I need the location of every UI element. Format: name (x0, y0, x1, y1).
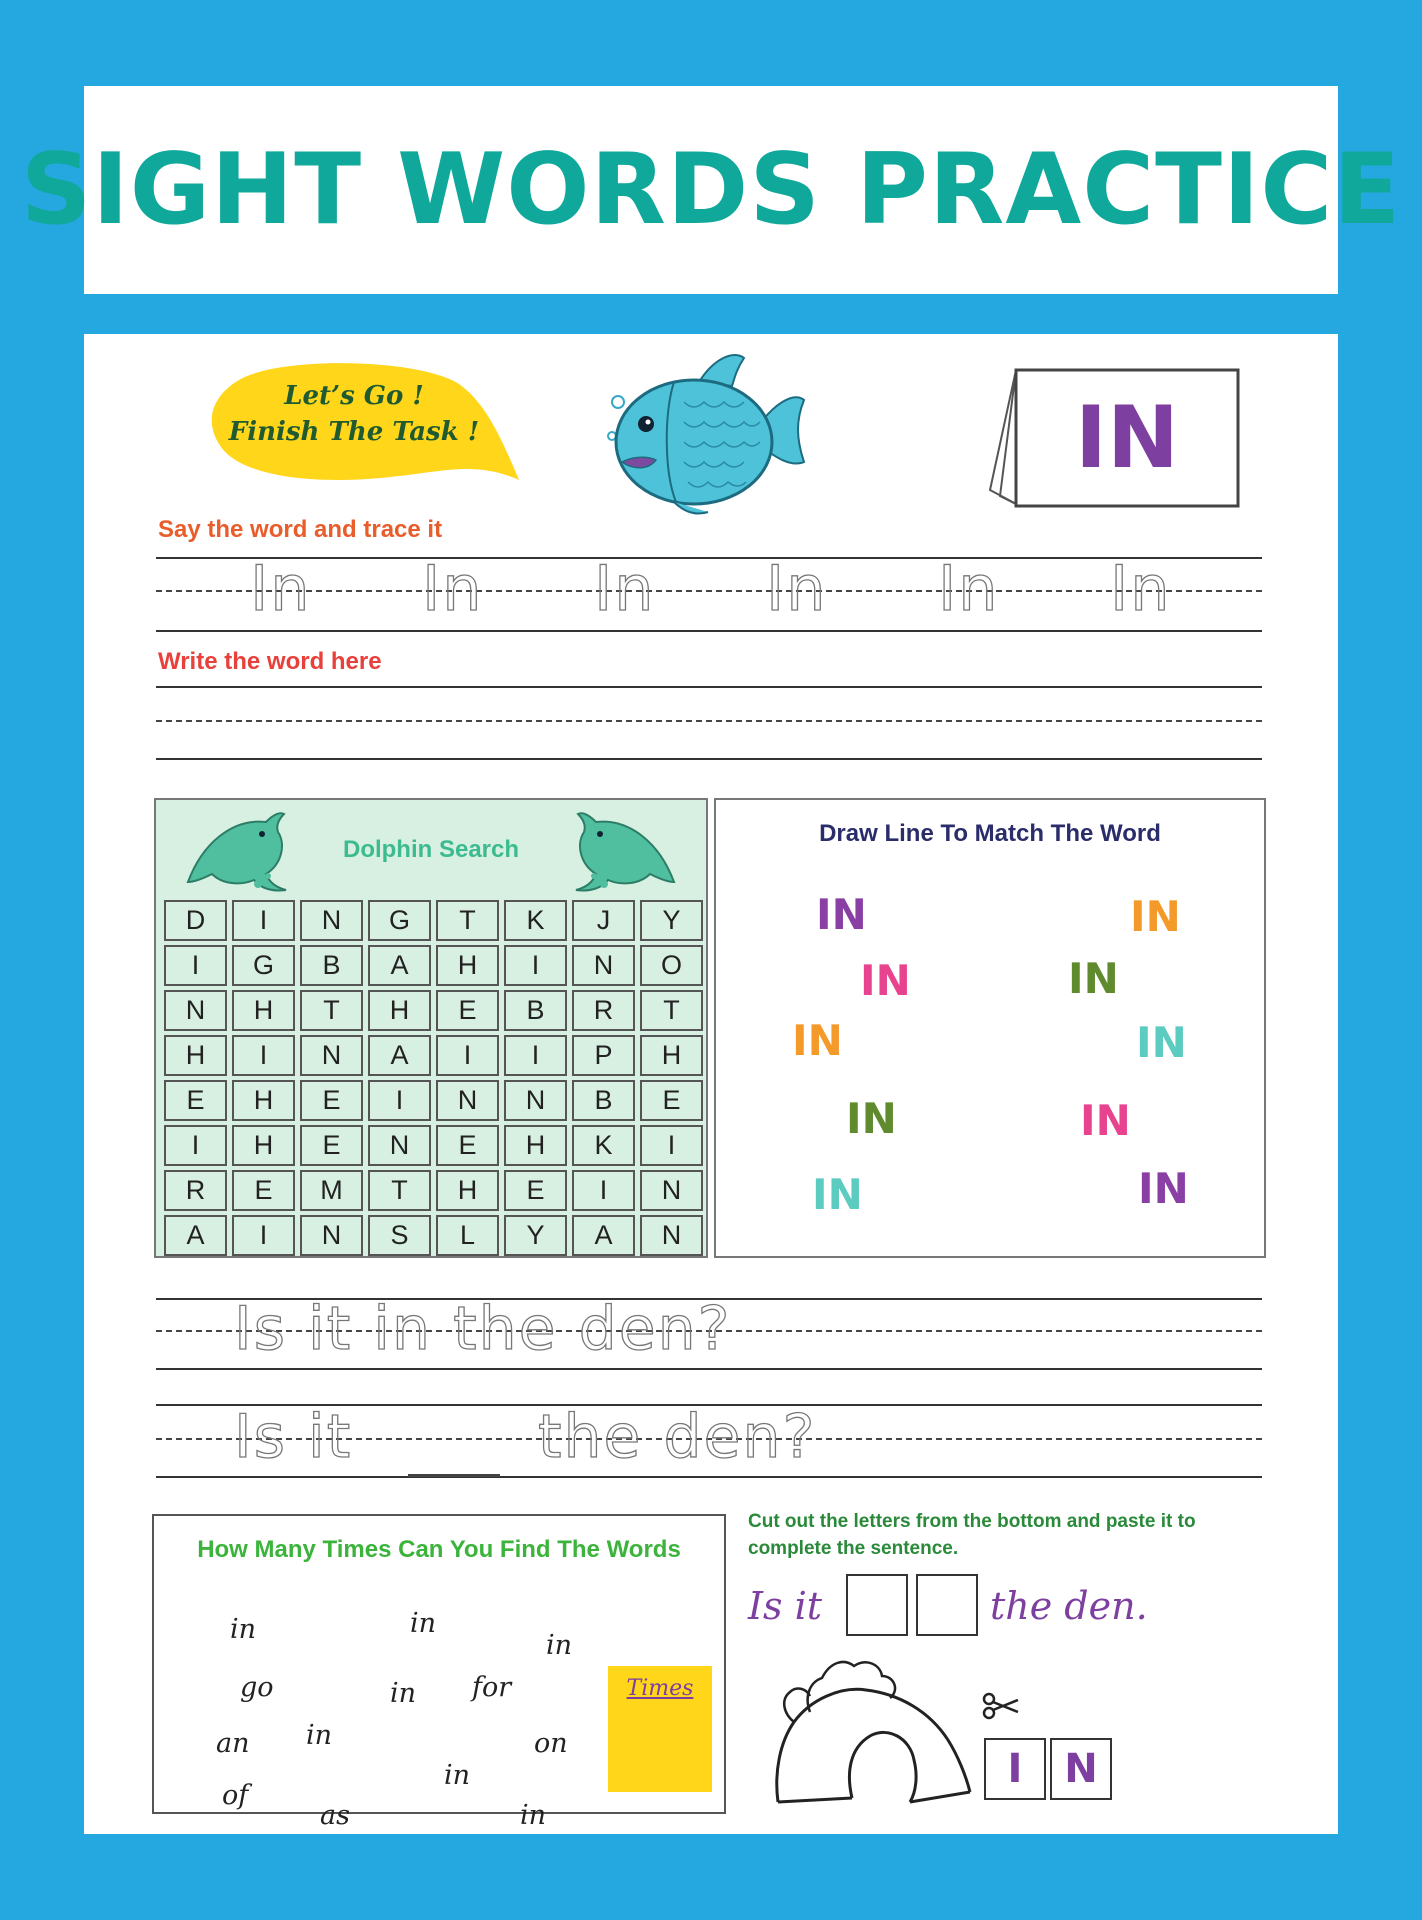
trace-word: In (1110, 552, 1172, 625)
match-left-word[interactable]: IN (846, 1094, 897, 1143)
word-search-cell[interactable]: P (572, 1035, 635, 1076)
title-banner (20, 86, 1402, 294)
word-search-cell[interactable]: A (368, 945, 431, 986)
sentence2-base-line (156, 1476, 1262, 1478)
word-search-cell[interactable]: N (300, 1215, 363, 1256)
page-title: SIGHT WORDS PRACTICE (20, 133, 1402, 247)
word-search-cell[interactable]: I (572, 1170, 635, 1211)
word-search-cell[interactable]: E (164, 1080, 227, 1121)
word-search-cell[interactable]: B (300, 945, 363, 986)
word-search-cell[interactable]: K (504, 900, 567, 941)
word-search-cell[interactable]: H (164, 1035, 227, 1076)
cut-letter-box[interactable]: I (984, 1738, 1046, 1800)
match-left-word[interactable]: IN (860, 956, 911, 1005)
word-search-cell[interactable]: E (436, 990, 499, 1031)
word-search-cell[interactable]: G (232, 945, 295, 986)
match-left-word[interactable]: IN (816, 890, 867, 939)
bubble-text (209, 378, 499, 450)
count-word[interactable]: go (240, 1672, 274, 1703)
match-right-word[interactable]: IN (1130, 892, 1181, 941)
word-search-cell[interactable]: N (640, 1215, 703, 1256)
word-search-cell[interactable]: I (164, 1125, 227, 1166)
word-search-cell[interactable]: I (436, 1035, 499, 1076)
word-search-cell[interactable]: E (232, 1170, 295, 1211)
word-search-cell[interactable]: T (640, 990, 703, 1031)
word-search-cell[interactable]: H (232, 1080, 295, 1121)
fish-illustration (604, 352, 824, 522)
word-search-cell[interactable]: E (640, 1080, 703, 1121)
word-search-cell[interactable]: N (504, 1080, 567, 1121)
count-word[interactable]: an (216, 1728, 250, 1759)
count-word[interactable]: in (410, 1608, 437, 1639)
trace-word: In (938, 552, 1000, 625)
trace-base-line (156, 630, 1262, 632)
word-search-cell[interactable]: E (300, 1080, 363, 1121)
fill-sentence-end: the den? (538, 1402, 817, 1472)
word-search-cell[interactable]: H (640, 1035, 703, 1076)
worksheet (84, 334, 1338, 1834)
word-search-cell[interactable]: N (640, 1170, 703, 1211)
word-search-cell[interactable]: I (640, 1125, 703, 1166)
word-search-cell[interactable]: J (572, 900, 635, 941)
bubble-line-1: Let’s Go ! (284, 381, 424, 411)
count-word[interactable]: in (390, 1678, 417, 1709)
write-base-line[interactable] (156, 758, 1262, 760)
match-right-word[interactable]: IN (1080, 1096, 1131, 1145)
times-box[interactable] (608, 1666, 712, 1792)
den-illustration (770, 1652, 980, 1808)
word-search-cell[interactable]: D (164, 900, 227, 941)
trace-word: In (422, 552, 484, 625)
word-search-cell[interactable]: I (368, 1080, 431, 1121)
cut-letter-box[interactable]: N (1050, 1738, 1112, 1800)
match-right-word[interactable]: IN (1138, 1164, 1189, 1213)
word-search-cell[interactable]: B (572, 1080, 635, 1121)
word-search-cell[interactable]: S (368, 1215, 431, 1256)
word-search-cell[interactable]: H (232, 990, 295, 1031)
count-word[interactable]: of (222, 1780, 249, 1811)
word-search-grid (164, 900, 703, 1256)
word-search-cell[interactable]: M (300, 1170, 363, 1211)
match-title: Draw Line To Match The Word (819, 820, 1161, 847)
word-search-cell[interactable]: T (368, 1170, 431, 1211)
count-word[interactable]: for (472, 1672, 512, 1703)
write-top-line[interactable] (156, 686, 1262, 688)
word-search-cell[interactable]: I (504, 945, 567, 986)
word-search-cell[interactable]: B (504, 990, 567, 1031)
word-card: IN (1075, 388, 1179, 488)
word-search-cell[interactable]: N (164, 990, 227, 1031)
trace-word: In (594, 552, 656, 625)
trace-mid-line (156, 590, 1262, 592)
word-search-cell[interactable]: H (232, 1125, 295, 1166)
word-search-cell[interactable]: K (572, 1125, 635, 1166)
trace-sentence: Is it in the den? (234, 1294, 732, 1364)
fill-blank-line[interactable] (408, 1474, 500, 1477)
trace-label: Say the word and trace it (158, 516, 443, 543)
cut-sentence-start: Is it (748, 1584, 823, 1628)
word-search-cell[interactable]: Y (504, 1215, 567, 1256)
times-label: Times (626, 1676, 694, 1701)
sentence1-base-line (156, 1368, 1262, 1370)
word-search-cell[interactable]: N (300, 1035, 363, 1076)
word-search-cell[interactable]: A (164, 1215, 227, 1256)
count-word[interactable]: in (520, 1800, 547, 1831)
paste-box-2[interactable] (916, 1574, 978, 1636)
write-mid-line[interactable] (156, 720, 1262, 722)
count-word[interactable]: in (230, 1614, 257, 1645)
word-search-cell[interactable]: H (368, 990, 431, 1031)
word-search-cell[interactable]: E (436, 1125, 499, 1166)
word-search-cell[interactable]: N (300, 900, 363, 941)
count-panel (152, 1514, 726, 1831)
match-right-word[interactable]: IN (1068, 954, 1119, 1003)
word-search-cell[interactable]: H (504, 1125, 567, 1166)
word-search-cell[interactable]: I (232, 1215, 295, 1256)
word-search-cell[interactable]: I (232, 900, 295, 941)
word-search-cell[interactable]: I (164, 945, 227, 986)
count-word[interactable]: in (546, 1630, 573, 1661)
word-search-cell[interactable]: N (368, 1125, 431, 1166)
count-title: How Many Times Can You Find The Words (197, 1536, 681, 1563)
match-right-word[interactable]: IN (1136, 1018, 1187, 1067)
word-search-cell[interactable]: A (368, 1035, 431, 1076)
word-search-cell[interactable]: I (232, 1035, 295, 1076)
word-search-cell[interactable]: A (572, 1215, 635, 1256)
count-word[interactable]: in (444, 1760, 471, 1791)
word-search-cell[interactable]: E (504, 1170, 567, 1211)
word-search-cell[interactable]: I (504, 1035, 567, 1076)
match-panel (714, 798, 1266, 1258)
word-search-cell[interactable]: G (368, 900, 431, 941)
word-search-cell[interactable]: L (436, 1215, 499, 1256)
word-search-cell[interactable]: R (572, 990, 635, 1031)
trace-top-line (156, 557, 1262, 559)
word-search-cell[interactable]: O (640, 945, 703, 986)
word-search-panel (154, 798, 708, 1258)
word-search-cell[interactable]: R (164, 1170, 227, 1211)
word-search-cell[interactable]: N (436, 1080, 499, 1121)
word-search-cell[interactable]: Y (640, 900, 703, 941)
word-search-cell[interactable]: H (436, 1170, 499, 1211)
match-left-word[interactable]: IN (792, 1016, 843, 1065)
word-search-title: Dolphin Search (342, 836, 520, 863)
word-search-cell[interactable]: H (436, 945, 499, 986)
word-search-cell[interactable]: T (300, 990, 363, 1031)
cut-instruction: Cut out the letters from the bottom and paste it to complete the sentence. (748, 1511, 1196, 1559)
word-search-cell[interactable]: E (300, 1125, 363, 1166)
scissors-icon (982, 1692, 1022, 1720)
trace-word: In (250, 552, 312, 625)
match-left-word[interactable]: IN (812, 1170, 863, 1219)
trace-word: In (766, 552, 828, 625)
count-word[interactable]: on (534, 1728, 568, 1759)
fill-sentence-start: Is it (234, 1402, 353, 1472)
cut-sentence-end: the den. (990, 1584, 1148, 1628)
bubble-line-2: Finish The Task ! (228, 417, 480, 447)
count-word[interactable]: in (306, 1720, 333, 1751)
count-word[interactable]: as (320, 1800, 350, 1831)
word-search-cell[interactable]: N (572, 945, 635, 986)
word-search-cell[interactable]: T (436, 900, 499, 941)
write-label: Write the word here (158, 648, 382, 675)
paste-box-1[interactable] (846, 1574, 908, 1636)
